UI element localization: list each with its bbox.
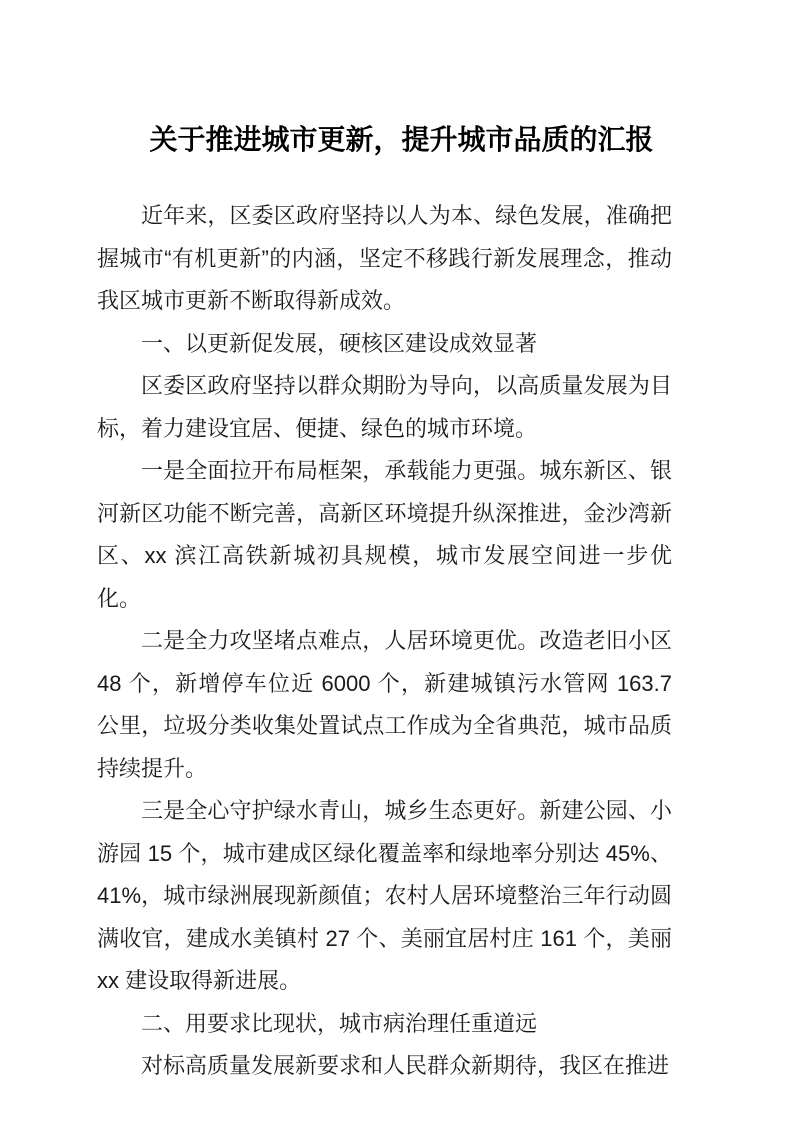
body-paragraph: 三是全心守护绿水青山，城乡生态更好。新建公园、小游园 15 个，城市建成区绿化覆盖率和绿地率分别达 45%、41%，城市绿洲展现新颜值；农村人居环境整治三年行动圆满收官，建成水美镇村 27 个、美丽宜居村庄 161 个，美丽 xx 建设取得新进展。: [97, 798, 672, 993]
body-paragraph: 近年来，区委区政府坚持以人为本、绿色发展，准确把握城市“有机更新”的内涵，坚定不移践行新发展理念，推动我区城市更新不断取得新成效。: [97, 203, 672, 313]
document-title: 关于推进城市更新，提升城市品质的汇报: [149, 124, 654, 155]
body-paragraph: 二是全力攻坚堵点难点，人居环境更优。改造老旧小区 48 个，新增停车位近 6000 个，新建城镇污水管网 163.7 公里，垃圾分类收集处置试点工作成为全省典范，城市品质持续提升。: [97, 628, 672, 781]
body-paragraph: 区委区政府坚持以群众期盼为导向，以高质量发展为目标，着力建设宜居、便捷、绿色的城市环境。: [97, 373, 672, 441]
section-heading: 一、以更新促发展，硬核区建设成效显著: [141, 330, 538, 356]
body-paragraph: 对标高质量发展新要求和人民群众新期待，我区在推进: [141, 1053, 670, 1078]
section-heading: 二、用要求比现状，城市病治理任重道远: [141, 1010, 538, 1036]
body-paragraph: 一是全面拉开布局框架，承载能力更强。城东新区、银河新区功能不断完善，高新区环境提升纵深推进，金沙湾新区、xx 滨江高铁新城初具规模，城市发展空间进一步优化。: [97, 458, 672, 611]
document-body: [97, 195, 672, 1088]
